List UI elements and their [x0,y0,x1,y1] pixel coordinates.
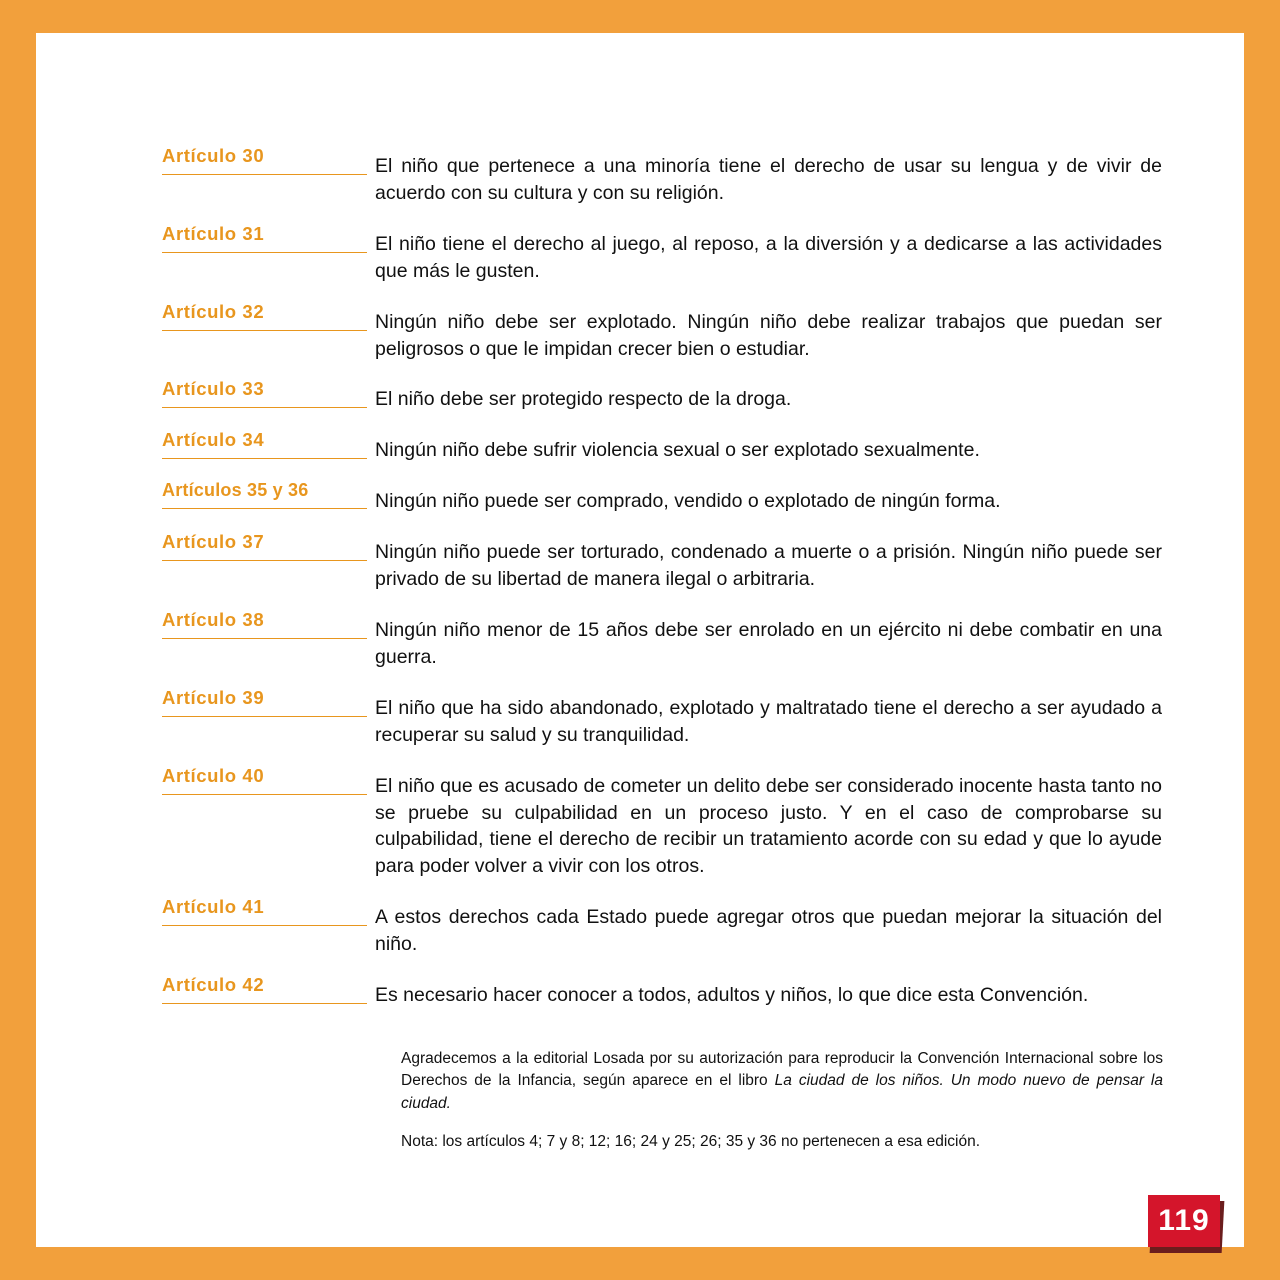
article-label: Artículo 41 [162,896,367,926]
articles-section [162,143,1162,1023]
article-label-cell [162,972,367,1004]
article-label-cell [162,427,367,459]
article-label: Artículos 35 y 36 [162,480,367,509]
article-row [162,376,1162,413]
article-row [162,972,1162,1009]
article-row [162,478,1162,515]
article-label-cell [162,685,367,717]
article-text: Ningún niño menor de 15 años debe ser enrolado en un ejército ni debe combatir en una guerra. [375,618,1162,668]
article-row [162,529,1162,593]
article-text: El niño que ha sido abandonado, explotado y maltratado tiene el derecho a ser ayudado a recuperar su salud y su tranquilidad. [375,696,1162,746]
article-text: El niño que pertenece a una minoría tiene el derecho de usar su lengua y de vivir de acuerdo con su cultura y con su religión. [375,155,1162,204]
article-row [162,685,1162,749]
page-sheet [36,33,1244,1247]
article-label-cell [162,529,367,561]
footer-section [401,1048,1163,1154]
article-label-cell [162,221,367,253]
article-row [162,894,1162,958]
article-label-cell [162,607,367,639]
article-label: Artículo 33 [162,378,367,408]
article-label: Artículo 42 [162,974,367,1004]
article-label: Artículo 31 [162,223,367,253]
article-label-cell [162,143,367,175]
article-label: Artículo 39 [162,687,367,717]
credit-book-title: La ciudad de los niños. Un modo nuevo de pensar la ciudad. [401,1072,1163,1112]
article-label: Artículo 30 [162,145,367,175]
article-text: A estos derechos cada Estado puede agregar otros que puedan mejorar la situación del niño. [375,906,1162,956]
article-text: Ningún niño debe sufrir violencia sexual o ser explotado sexualmente. [375,439,980,462]
article-row [162,763,1162,881]
article-text: Ningún niño puede ser torturado, condenado a muerte o a prisión. Ningún niño puede ser privado de su libertad de manera ilegal o arbitraria. [375,541,1162,591]
page-number: 119 [1148,1195,1220,1247]
article-label-cell [162,478,367,509]
article-label: Artículo 32 [162,301,367,331]
article-row [162,427,1162,464]
article-label: Artículo 40 [162,765,367,795]
article-text: El niño tiene el derecho al juego, al reposo, a la diversión y a dedicarse a las actividades que más le gusten. [375,232,1162,282]
article-label-cell [162,299,367,331]
article-row [162,607,1162,671]
article-label: Artículo 38 [162,609,367,639]
article-row [162,299,1162,363]
page-number-badge [1148,1195,1226,1257]
article-text: Ningún niño debe ser explotado. Ningún niño debe realizar trabajos que puedan ser peligrosos o que le impidan crecer bien o estudiar. [375,310,1162,360]
articles-list [162,143,1162,1009]
article-label: Artículo 37 [162,531,367,561]
article-row [162,143,1162,207]
article-label: Artículo 34 [162,429,367,459]
footer-note: Nota: los artículos 4; 7 y 8; 12; 16; 24 y 25; 26; 35 y 36 no pertenecen a esa edición. [401,1133,981,1151]
article-text: El niño que es acusado de cometer un delito debe ser considerado inocente hasta tanto no se pruebe su culpabilidad en un proceso justo. Y en el caso de comprobarse su culpabilidad, tiene el derecho de recibir un tratamiento acorde con su edad y que lo ayude para poder volver a vivir con los otros. [375,774,1162,878]
credit-paragraph [401,1048,1163,1115]
article-text: Ningún niño puede ser comprado, vendido o explotado de ningún forma. [375,490,1001,513]
article-label-cell [162,894,367,926]
article-label-cell [162,376,367,408]
credit-text: Agradecemos a la editorial Losada por su autorización para reproducir la Convención Internacional sobre los Derechos de la Infancia, según aparece en el libro [401,1050,1163,1090]
article-row [162,221,1162,285]
article-label-cell [162,763,367,795]
article-text: Es necesario hacer conocer a todos, adultos y niños, lo que dice esta Convención. [375,984,1089,1007]
article-text: El niño debe ser protegido respecto de la droga. [375,388,792,411]
